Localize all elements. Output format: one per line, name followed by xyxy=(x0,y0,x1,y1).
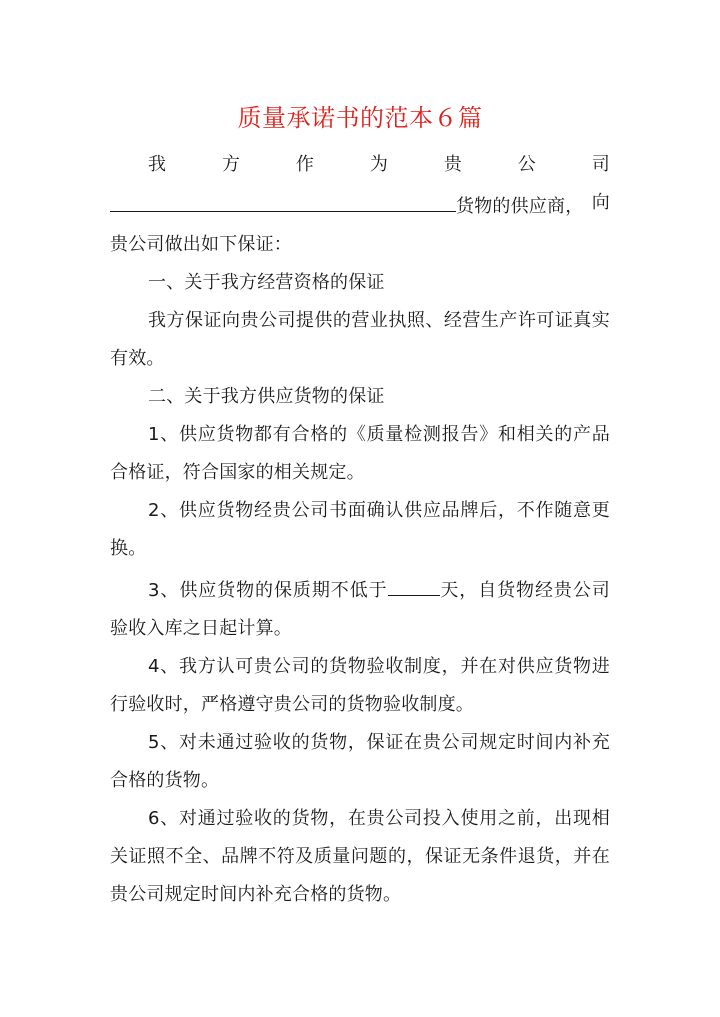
document-title: 质量承诺书的范本６篇 xyxy=(237,104,483,132)
intro-char: 为 xyxy=(369,154,389,175)
document-body xyxy=(110,146,610,914)
item-2: 2、供应货物经贵公司书面确认供应品牌后，不作随意更换。 xyxy=(110,500,610,559)
section2-heading: 二、关于我方供应货物的保证 xyxy=(148,386,385,407)
item-6: 6、对通过验收的货物，在贵公司投入使用之前，出现相关证照不全、品牌不符及质量问题的，保证无条件退货，并在贵公司规定时间内补充合格的货物。 xyxy=(110,808,610,905)
section1-heading: 一、关于我方经营资格的保证 xyxy=(148,272,385,293)
intro-line-2 xyxy=(110,184,610,226)
intro-line-3: 贵公司做出如下保证： xyxy=(110,234,292,255)
item-1: 1、供应货物都有合格的《质量检测报告》和相关的产品合格证，符合国家的相关规定。 xyxy=(110,424,610,483)
intro-line-2-end: 向 xyxy=(591,192,610,213)
section1-text: 我方保证向贵公司提供的营业执照、经营生产许可证真实有效。 xyxy=(110,310,610,369)
item-3-after-blank: 天，自货物经贵公司验收入库之日起计算。 xyxy=(110,580,610,639)
intro-line-2-left xyxy=(110,184,583,226)
intro-char: 司 xyxy=(591,154,610,175)
intro-char: 作 xyxy=(295,154,315,175)
item-3-before-blank: 3、供应货物的保质期不低于 xyxy=(148,580,388,601)
item-5: 5、对未通过验收的货物，保证在贵公司规定时间内补充合格的货物。 xyxy=(110,732,610,791)
intro-char: 我 xyxy=(148,154,167,175)
intro-line-1 xyxy=(110,146,610,184)
supplier-name-blank xyxy=(110,184,456,212)
item-3 xyxy=(110,568,610,648)
shelf-life-blank xyxy=(388,568,440,596)
intro-char: 公 xyxy=(517,154,536,175)
intro-char: 方 xyxy=(221,154,241,175)
intro-char: 贵 xyxy=(443,154,463,175)
intro-after-blank: 货物的供应商， xyxy=(456,196,584,217)
item-4: 4、我方认可贵公司的货物验收制度，并在对供应货物进行验收时，严格遵守贵公司的货物验收制度。 xyxy=(110,656,610,715)
